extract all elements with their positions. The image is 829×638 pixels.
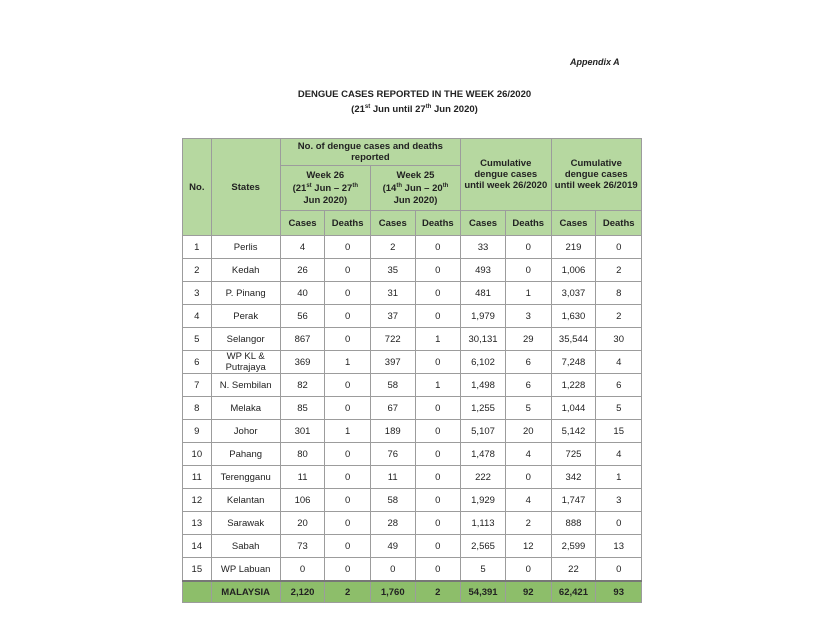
cell-c19d: 15 (596, 420, 642, 443)
row-number: 4 (183, 305, 212, 328)
table-row (183, 374, 642, 397)
table-row (183, 443, 642, 466)
cell-w26c: 80 (280, 443, 325, 466)
cell-c19c: 2,599 (551, 535, 596, 558)
cell-w25c: 11 (370, 466, 415, 489)
cell-w25d: 0 (415, 305, 461, 328)
title-date-b: Jun until 27 (370, 104, 426, 116)
state-name: Sarawak (211, 512, 280, 535)
week26-range-b: Jun – 27 (311, 183, 353, 195)
cell-c19d: 0 (596, 512, 642, 535)
total-c19c: 62,421 (551, 581, 596, 603)
cell-w25c: 397 (370, 351, 415, 374)
cell-w25c: 58 (370, 374, 415, 397)
row-number: 12 (183, 489, 212, 512)
cell-w25c: 67 (370, 397, 415, 420)
table-row (183, 351, 642, 374)
cell-w26c: 369 (280, 351, 325, 374)
cell-c20c: 481 (461, 282, 506, 305)
state-name: Perlis (211, 236, 280, 259)
cell-w25d: 0 (415, 489, 461, 512)
table-row (183, 259, 642, 282)
cell-c20c: 30,131 (461, 328, 506, 351)
week26-sup1: st (306, 183, 312, 190)
week26-range-a: (21 (292, 183, 307, 195)
header-states: States (211, 139, 280, 236)
cell-c20d: 6 (506, 351, 552, 374)
cell-w26d: 0 (325, 443, 371, 466)
cell-w26c: 867 (280, 328, 325, 351)
cell-w25c: 58 (370, 489, 415, 512)
row-number: 1 (183, 236, 212, 259)
cell-c19c: 725 (551, 443, 596, 466)
cell-w25c: 76 (370, 443, 415, 466)
cell-w26d: 1 (325, 420, 371, 443)
state-name: P. Pinang (211, 282, 280, 305)
title-date-c: Jun 2020) (431, 104, 478, 116)
cell-c19c: 1,630 (551, 305, 596, 328)
week25-range-b: Jun – 20 (402, 183, 443, 195)
cell-c20d: 2 (506, 512, 552, 535)
cell-w25c: 2 (370, 236, 415, 259)
cell-c20c: 1,929 (461, 489, 506, 512)
state-name: Sabah (211, 535, 280, 558)
cell-c20c: 1,498 (461, 374, 506, 397)
cell-w25d: 0 (415, 535, 461, 558)
state-name: Johor (211, 420, 280, 443)
cell-w26d: 0 (325, 466, 371, 489)
table-row (183, 466, 642, 489)
cell-c19d: 5 (596, 397, 642, 420)
cell-w25d: 0 (415, 351, 461, 374)
cell-c19d: 4 (596, 443, 642, 466)
state-name: Selangor (211, 328, 280, 351)
header-week26 (280, 166, 370, 211)
week25-range (373, 181, 458, 194)
cell-w26c: 20 (280, 512, 325, 535)
cell-w26c: 73 (280, 535, 325, 558)
header-deaths: Deaths (325, 211, 371, 236)
table-row (183, 512, 642, 535)
cell-w25d: 0 (415, 259, 461, 282)
header-cases: Cases (370, 211, 415, 236)
cell-w25c: 0 (370, 558, 415, 582)
total-label: MALAYSIA (211, 581, 280, 603)
total-c19d: 93 (596, 581, 642, 603)
cell-w26c: 4 (280, 236, 325, 259)
report-title-line1: DENGUE CASES REPORTED IN THE WEEK 26/2020 (297, 89, 532, 100)
cell-w26c: 0 (280, 558, 325, 582)
cell-w26c: 106 (280, 489, 325, 512)
cell-w26c: 11 (280, 466, 325, 489)
state-name: WP KL & Putrajaya (211, 351, 280, 374)
week26-range-c: Jun 2020) (303, 194, 348, 206)
cell-c19c: 1,044 (551, 397, 596, 420)
total-c20c: 54,391 (461, 581, 506, 603)
appendix-label: Appendix A (570, 57, 620, 67)
cell-c20c: 493 (461, 259, 506, 282)
cell-c19d: 0 (596, 558, 642, 582)
cell-w25d: 0 (415, 512, 461, 535)
cell-c20d: 5 (506, 397, 552, 420)
cell-w25d: 0 (415, 282, 461, 305)
cell-c20d: 0 (506, 466, 552, 489)
cell-w25d: 1 (415, 328, 461, 351)
cell-w25c: 28 (370, 512, 415, 535)
table-row (183, 489, 642, 512)
cell-w26d: 0 (325, 282, 371, 305)
total-w25c: 1,760 (370, 581, 415, 603)
cell-c19c: 1,747 (551, 489, 596, 512)
cell-w25c: 35 (370, 259, 415, 282)
cell-c19d: 4 (596, 351, 642, 374)
cell-c19d: 0 (596, 236, 642, 259)
cell-w26d: 0 (325, 374, 371, 397)
row-number: 5 (183, 328, 212, 351)
cell-c20d: 0 (506, 259, 552, 282)
header-no: No. (183, 139, 212, 236)
cell-w25d: 0 (415, 443, 461, 466)
cell-c19d: 30 (596, 328, 642, 351)
row-number: 14 (183, 535, 212, 558)
week25-sup2: th (442, 183, 449, 190)
cell-w26c: 26 (280, 259, 325, 282)
cell-c20d: 4 (506, 443, 552, 466)
cell-w25d: 0 (415, 466, 461, 489)
cell-c20d: 1 (506, 282, 552, 305)
row-number: 7 (183, 374, 212, 397)
table-row (183, 558, 642, 582)
header-deaths: Deaths (415, 211, 461, 236)
cell-w25d: 0 (415, 558, 461, 582)
header-deaths: Deaths (506, 211, 552, 236)
total-w26c: 2,120 (280, 581, 325, 603)
cell-w26d: 0 (325, 236, 371, 259)
cell-c20c: 5 (461, 558, 506, 582)
cell-w25d: 0 (415, 420, 461, 443)
row-number: 3 (183, 282, 212, 305)
week25-sup1: th (396, 183, 403, 190)
cell-c19d: 6 (596, 374, 642, 397)
cell-w26d: 0 (325, 558, 371, 582)
state-name: Kelantan (211, 489, 280, 512)
cell-c19d: 8 (596, 282, 642, 305)
cell-c20d: 0 (506, 236, 552, 259)
cell-c19d: 2 (596, 259, 642, 282)
cell-c19c: 1,228 (551, 374, 596, 397)
row-number: 13 (183, 512, 212, 535)
cell-w26d: 0 (325, 489, 371, 512)
table-row (183, 420, 642, 443)
cell-c19c: 342 (551, 466, 596, 489)
cell-w25d: 0 (415, 236, 461, 259)
table-row (183, 305, 642, 328)
table-row (183, 535, 642, 558)
report-title-line2 (0, 101, 829, 116)
week26-sup2: th (352, 183, 358, 190)
cell-w25c: 189 (370, 420, 415, 443)
table-row (183, 328, 642, 351)
cell-c19c: 7,248 (551, 351, 596, 374)
cell-w26d: 0 (325, 328, 371, 351)
table-row (183, 282, 642, 305)
title-date-sup2: th (425, 104, 432, 110)
state-name: Pahang (211, 443, 280, 466)
cell-c20d: 4 (506, 489, 552, 512)
cell-c20c: 6,102 (461, 351, 506, 374)
cell-w25c: 37 (370, 305, 415, 328)
cell-c20c: 222 (461, 466, 506, 489)
cell-w25c: 722 (370, 328, 415, 351)
row-number: 6 (183, 351, 212, 374)
cell-c19d: 13 (596, 535, 642, 558)
title-date-a: (21 (351, 104, 365, 116)
state-name: Terengganu (211, 466, 280, 489)
row-number: 11 (183, 466, 212, 489)
cell-c19d: 3 (596, 489, 642, 512)
cell-c19c: 888 (551, 512, 596, 535)
cell-w26c: 85 (280, 397, 325, 420)
cell-w26c: 40 (280, 282, 325, 305)
cell-w25c: 49 (370, 535, 415, 558)
header-cumulative-2019: Cumulative dengue cases until week 26/2019 (551, 139, 642, 211)
table-body (183, 236, 642, 603)
week25-label: Week 25 (396, 170, 435, 182)
cell-c20c: 1,979 (461, 305, 506, 328)
header-cases: Cases (461, 211, 506, 236)
cell-w26c: 82 (280, 374, 325, 397)
dengue-cases-table (182, 138, 642, 603)
cell-w25c: 31 (370, 282, 415, 305)
cell-c19c: 5,142 (551, 420, 596, 443)
cell-w26d: 0 (325, 305, 371, 328)
state-name: Melaka (211, 397, 280, 420)
cell-c20c: 33 (461, 236, 506, 259)
header-reported-group: No. of dengue cases and deaths reported (280, 139, 460, 166)
report-title (0, 89, 829, 116)
state-name: Kedah (211, 259, 280, 282)
header-cases: Cases (551, 211, 596, 236)
cell-c19c: 3,037 (551, 282, 596, 305)
cell-w26c: 301 (280, 420, 325, 443)
header-cases: Cases (280, 211, 325, 236)
week26-label: Week 26 (306, 170, 345, 182)
cell-c20d: 3 (506, 305, 552, 328)
cell-c19c: 1,006 (551, 259, 596, 282)
cell-c20d: 0 (506, 558, 552, 582)
cell-c20c: 1,113 (461, 512, 506, 535)
cell-c20d: 29 (506, 328, 552, 351)
cell-w26d: 0 (325, 397, 371, 420)
cell-w26d: 1 (325, 351, 371, 374)
cell-c19c: 35,544 (551, 328, 596, 351)
cell-w26c: 56 (280, 305, 325, 328)
week26-range (283, 181, 368, 194)
cell-w26d: 0 (325, 259, 371, 282)
cell-c20c: 5,107 (461, 420, 506, 443)
state-name: Perak (211, 305, 280, 328)
row-number: 10 (183, 443, 212, 466)
cell-c20c: 1,255 (461, 397, 506, 420)
state-name: WP Labuan (211, 558, 280, 582)
cell-c19d: 2 (596, 305, 642, 328)
table-row (183, 397, 642, 420)
cell-c20c: 2,565 (461, 535, 506, 558)
cell-c20d: 20 (506, 420, 552, 443)
row-number: 15 (183, 558, 212, 582)
cell-c19c: 219 (551, 236, 596, 259)
cell-w26d: 0 (325, 535, 371, 558)
cell-w25d: 0 (415, 397, 461, 420)
row-number: 9 (183, 420, 212, 443)
week25-range-c: Jun 2020) (393, 194, 438, 206)
total-w25d: 2 (415, 581, 461, 603)
cell-w26d: 0 (325, 512, 371, 535)
cell-c20d: 12 (506, 535, 552, 558)
week25-range-a: (14 (382, 183, 397, 195)
header-week25 (370, 166, 460, 211)
title-date-sup1: st (364, 104, 371, 110)
header-cumulative-2020: Cumulative dengue cases until week 26/2020 (461, 139, 551, 211)
cell-c20c: 1,478 (461, 443, 506, 466)
total-row-number (183, 581, 212, 603)
row-number: 8 (183, 397, 212, 420)
total-row (183, 581, 642, 603)
cell-c20d: 6 (506, 374, 552, 397)
cell-w25d: 1 (415, 374, 461, 397)
state-name: N. Sembilan (211, 374, 280, 397)
cell-c19c: 22 (551, 558, 596, 582)
table-row (183, 236, 642, 259)
row-number: 2 (183, 259, 212, 282)
cell-c19d: 1 (596, 466, 642, 489)
header-deaths: Deaths (596, 211, 642, 236)
total-c20d: 92 (506, 581, 552, 603)
total-w26d: 2 (325, 581, 371, 603)
